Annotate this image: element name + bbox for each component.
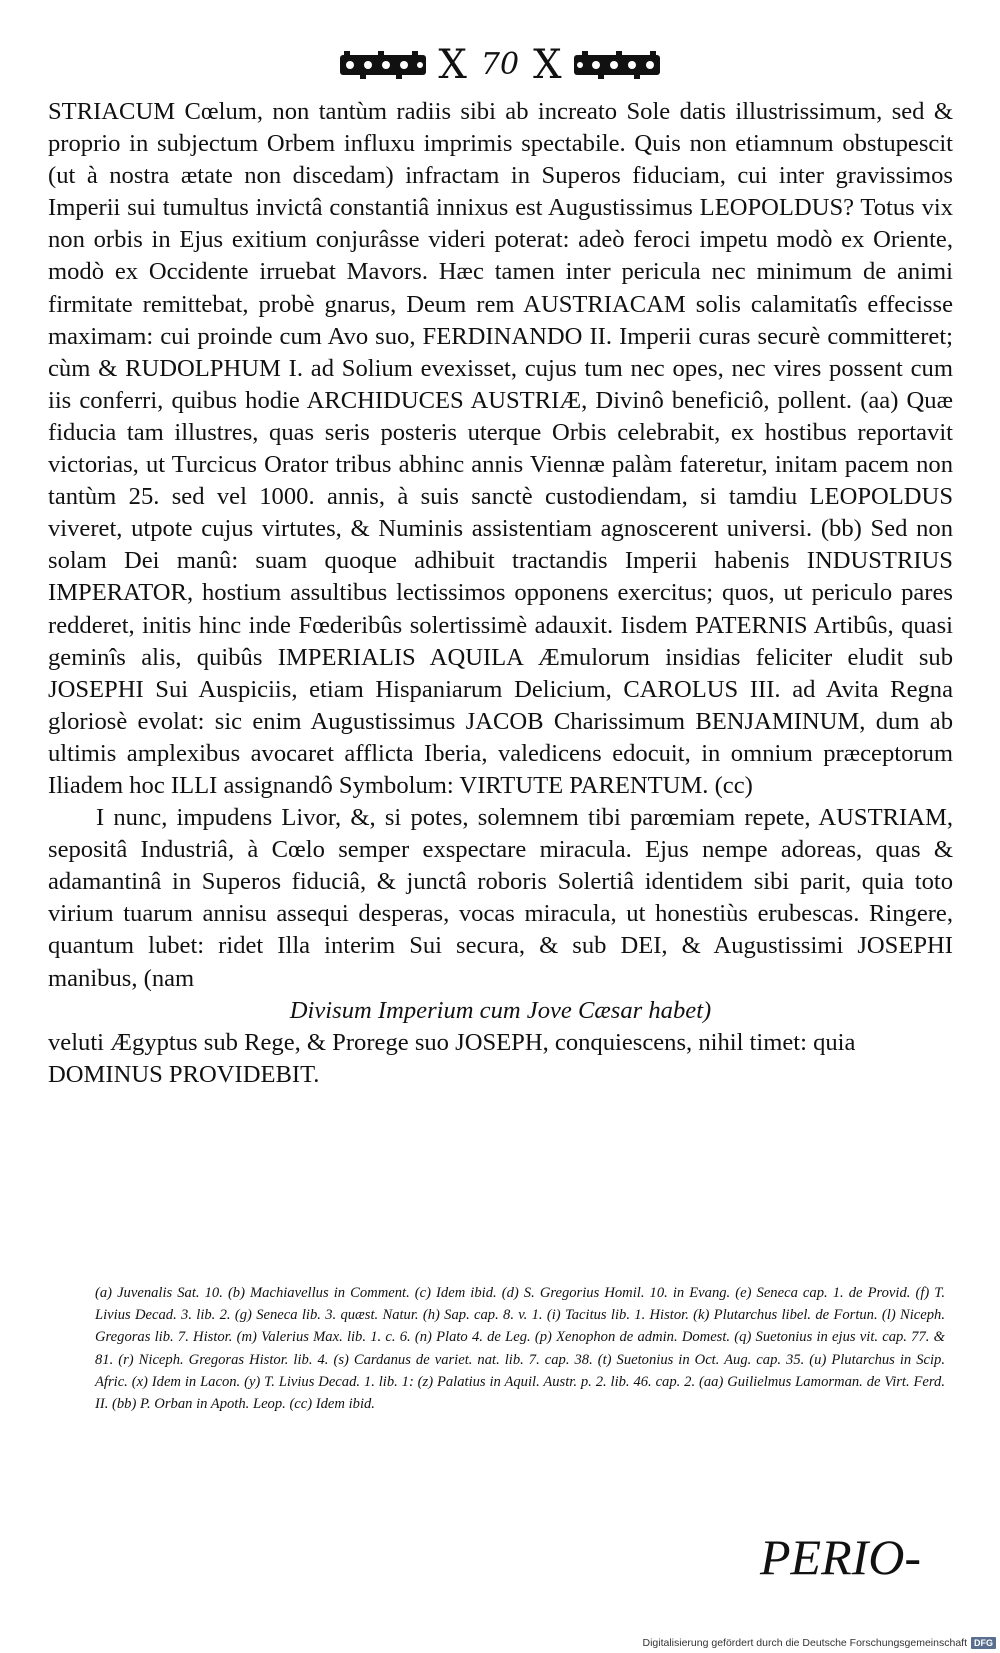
left-mark: X — [438, 42, 467, 88]
page-number: 70 — [480, 47, 520, 82]
credit-text: Digitalisierung gefördert durch die Deutsche Forschungsgemeinschaft — [642, 1637, 967, 1649]
paragraph-2: I nunc, impudens Livor, &, si potes, solemnem tibi parœmiam repete, AUSTRIAM, sepositâ Industriâ, à Cœlo semper exspectare miracula. Ejus nempe adoreas, quas & adamantinâ in Superos fiduciâ, & junctâ roboris Solertiâ identidem sibi parit, quia toto virium tuarum annisu assequi desperas, vocas miracula, ut honestiùs erubescas. Ringere, quantum lubet: ridet Illa interim Sui secura, & sub DEI, & Augustissimi JOSEPHI manibus, (nam — [48, 804, 953, 992]
right-mark: X — [533, 42, 562, 88]
running-head — [0, 40, 1000, 90]
left-ornament-icon — [338, 49, 428, 81]
main-text — [48, 96, 953, 1091]
paragraph-1: STRIACUM Cœlum, non tantùm radiis sibi ab increato Sole datis illustrissimum, sed & proprio in subjectum Orbem influxu imprimis spectabile. Quis non etiamnum obstupescit (ut à nostra ætate non discedam) infractam in Superos fiduciam, cui inter gravissimos Imperii sui tumultus invictâ constantiâ innixus est Augustissimus LEOPOLDUS? Totus vix non orbis in Ejus exitium conjurâsse videri poterat: adeò feroci impetu modò ex Oriente, modò ex Occidente irruebat Mavors. Hæc tamen inter pericula nec minimum de animi firmitate remittebat, probè gnarus, Deum rem AUSTRIACAM solis calamitatîs effecisse maximam: cui proinde cum Avo suo, FERDINANDO II. Imperii curas securè committeret; cùm & RUDOLPHUM I. ad Solium evexisset, cujus tum nec opes, nec vires possent cum iis conferri, quibus hodie ARCHIDUCES AUSTRIÆ, Divinô beneficiô, pollent. (aa) Quæ fiducia tam illustres, quas seris posteris uterque Orbis celebrabit, ex hostibus reportavit victorias, ut Turcicus Orator tribus abhinc annis Viennæ palàm fateretur, initam pacem non tantùm 25. sed vel 1000. annis, à suis sanctè custodiendam, si tamdiu LEOPOLDUS viveret, utpote cujus virtutes, & Numinis assistentiam agnoscerent universi. (bb) Sed non solam Dei manû: suam quoque adhibuit tractandis Imperii habenis INDUSTRIUS IMPERATOR, hostium assultibus lectissimos opponens exercitus; quos, ut periculo pares redderet, initis hinc inde Fœderibûs solertissimè adauxit. Iisdem PATERNIS Artibûs, quasi geminîs alis, quibûs IMPERIALIS AQUILA Æmulorum insidias feliciter eludit sub JOSEPHI Sui Auspiciis, etiam Hispaniarum Delicium, CAROLUS III. ad Avita Regna gloriosè evolat: sic enim Augustissimus JACOB Charissimum BENJAMINUM, dum ab ultimis amplexibus avocaret afflicta Iberia, valedicens edocuit, in omnium præceptorum Iliadem hoc ILLI assignandô Symbolum: VIRTUTE PARENTUM. (cc) — [48, 98, 953, 799]
footnotes: (a) Juvenalis Sat. 10. (b) Machiavellus in Comment. (c) Idem ibid. (d) S. Gregorius Homil. 10. in Evang. (e) Seneca cap. 1. de Provid. (f) T. Livius Decad. 3. lib. 2. (g) Seneca lib. 3. quæst. Natur. (h) Sap. cap. 8. v. 1. (i) Tacitus lib. 1. Histor. (k) Plutarchus libel. de Fortun. (l) Niceph. Gregoras lib. 7. Histor. (m) Valerius Max. lib. 1. c. 6. (n) Plato 4. de Leg. (p) Xenophon de admin. Domest. (q) Suetonius in ejus vit. cap. 77. & 81. (r) Niceph. Gregoras Histor. lib. 4. (s) Cardanus de variet. nat. lib. 7. cap. 38. (t) Suetonius in Oct. Aug. cap. 35. (u) Plutarchus in Scip. Afric. (x) Idem in Lacon. (y) T. Livius Decad. 1. lib. 1: (z) Palatius in Aquil. Austr. p. 2. lib. 46. cap. 2. (aa) Guilielmus Lamorman. de Virt. Ferd. II. (bb) P. Orban in Apoth. Leop. (cc) Idem ibid. — [95, 1285, 945, 1413]
dfg-logo-icon: DFG — [971, 1637, 996, 1649]
catchword: PERIO- — [760, 1529, 922, 1585]
verse-line: Divisum Imperium cum Jove Cæsar habet) — [289, 996, 712, 1024]
paragraph-3: veluti Ægyptus sub Rege, & Prorege suo JOSEPH, conquiescens, nihil timet: quia DOMINUS PROVIDEBIT. — [48, 1028, 856, 1088]
right-ornament-icon — [572, 49, 662, 81]
digitization-credit — [610, 1633, 996, 1653]
